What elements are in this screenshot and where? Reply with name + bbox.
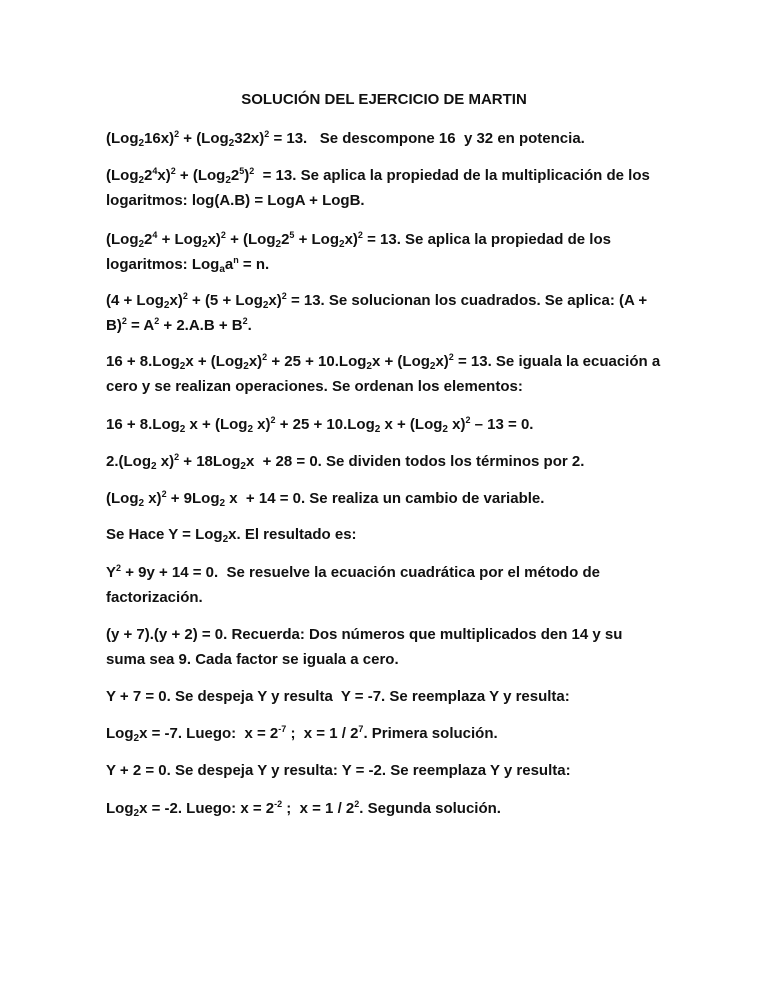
text-segment: + (Log [225, 231, 276, 248]
superscript: 2 [270, 415, 276, 425]
text-segment: . [247, 317, 252, 334]
text-segment: logaritmos: log(A.B) = LogA + LogB. [106, 192, 365, 209]
text-segment: 2 [281, 231, 290, 248]
superscript: 2 [182, 291, 188, 301]
text-segment: = 13. Se iguala la ecuación a [453, 353, 661, 370]
text-segment: ) [244, 167, 250, 184]
paragraph [106, 349, 666, 399]
subscript: 2 [228, 138, 235, 149]
subscript: a [219, 264, 225, 275]
text-segment: x) [435, 353, 449, 370]
text-segment: + (Log [175, 167, 226, 184]
text-segment: + (5 + Log [187, 292, 263, 309]
text-line [106, 721, 666, 746]
text-segment: + 9y + 14 = 0. Se resuelve la ecuación cuadrática por el método de [121, 564, 601, 581]
text-segment: x) [268, 292, 282, 309]
subscript: 2 [243, 361, 249, 372]
text-line [106, 622, 666, 647]
text-segment: x + (Log [185, 353, 244, 370]
subscript: 2 [262, 300, 269, 311]
text-segment: x + 28 = 0. Se dividen todos los términos por 2. [245, 453, 585, 470]
text-segment: Log [106, 800, 134, 817]
text-segment: x) [248, 353, 263, 370]
text-segment: (4 + Log [106, 292, 164, 309]
subscript: 2 [429, 361, 436, 372]
paragraph [106, 622, 666, 672]
text-segment: a [224, 256, 234, 273]
text-segment: x + (Log [185, 416, 248, 433]
text-segment: = A [126, 317, 155, 334]
text-segment: B) [106, 317, 122, 334]
paragraph [106, 449, 666, 474]
subscript: 2 [202, 239, 208, 250]
text-segment: ; x = 1 / 2 [282, 800, 355, 817]
text-segment: x + (Log [371, 353, 430, 370]
paragraph [106, 227, 666, 277]
superscript: 2 [220, 230, 226, 240]
text-segment: Y + 2 = 0. Se despeja Y y resulta: Y = -2. Se reemplaza Y y resulta: [106, 762, 571, 779]
subscript: 2 [151, 461, 157, 472]
text-segment: . Primera solución. [363, 725, 498, 742]
paragraph [106, 758, 666, 783]
text-line [106, 288, 666, 313]
superscript: 2 [465, 415, 471, 425]
paragraph [106, 163, 666, 213]
text-line [106, 684, 666, 709]
text-segment: (Log [106, 130, 139, 147]
text-segment: + (Log [179, 130, 229, 147]
text-segment: 16 + 8.Log [106, 353, 180, 370]
text-line [106, 449, 666, 474]
paragraph [106, 126, 666, 151]
superscript: 2 [121, 316, 127, 326]
text-segment: 32x) [234, 130, 265, 147]
text-segment: = 13. Se solucionan los cuadrados. Se aplica: (A + [286, 292, 648, 309]
text-segment: 2 [144, 167, 153, 184]
subscript: 2 [179, 424, 186, 435]
superscript: n [233, 255, 239, 265]
text-segment: Y + 7 = 0. Se despeja Y y resulta Y = -7. Se reemplaza Y y resulta: [106, 688, 570, 705]
text-segment: x = -2. Luego: x = 2 [139, 800, 275, 817]
text-segment: x + 14 = 0. Se realiza un cambio de variable. [225, 490, 545, 507]
paragraph [106, 684, 666, 709]
text-segment: x) [157, 167, 171, 184]
superscript: 2 [448, 352, 454, 362]
superscript: 4 [152, 230, 158, 240]
superscript: 2 [242, 316, 248, 326]
superscript: 2 [249, 166, 255, 176]
superscript: 2 [281, 291, 287, 301]
paragraph [106, 412, 666, 437]
text-segment: Log [106, 725, 134, 742]
subscript: 2 [138, 175, 145, 186]
superscript: -2 [274, 799, 283, 809]
superscript: -7 [278, 724, 287, 734]
text-segment: suma sea 9. Cada factor se iguala a cero. [106, 651, 399, 668]
text-line [106, 522, 666, 547]
text-line [106, 126, 666, 151]
text-line [106, 412, 666, 437]
subscript: 2 [374, 424, 381, 435]
paragraph [106, 288, 666, 338]
text-segment: x) [156, 453, 175, 470]
text-segment: + Log [157, 231, 202, 248]
superscript: 5 [239, 166, 245, 176]
superscript: 5 [289, 230, 295, 240]
text-line [106, 560, 666, 585]
subscript: 2 [138, 498, 145, 509]
text-line [106, 758, 666, 783]
subscript: 2 [133, 808, 140, 819]
superscript: 2 [170, 166, 176, 176]
text-segment: 16x) [144, 130, 175, 147]
superscript: 2 [264, 129, 270, 139]
superscript: 2 [354, 799, 360, 809]
text-segment: x) [207, 231, 221, 248]
text-line [106, 313, 666, 338]
subscript: 2 [442, 424, 448, 435]
text-segment: + 25 + 10.Log [267, 353, 367, 370]
text-segment: x. El resultado es: [228, 526, 357, 543]
superscript: 2 [174, 452, 180, 462]
text-segment: + Log [294, 231, 340, 248]
text-segment: + 9Log [166, 490, 220, 507]
document-title: SOLUCIÓN DEL EJERCICIO DE MARTIN [241, 91, 527, 108]
text-segment: Se Hace Y = Log [106, 526, 223, 543]
text-segment: – 13 = 0. [470, 416, 534, 433]
text-segment: ; x = 1 / 2 [286, 725, 359, 742]
text-segment: x) [169, 292, 183, 309]
text-segment: 2 [144, 231, 153, 248]
superscript: 2 [161, 489, 167, 499]
paragraph [106, 721, 666, 746]
text-segment: x + (Log [380, 416, 443, 433]
text-segment: (y + 7).(y + 2) = 0. Recuerda: Dos números que multiplicados den 14 y su [106, 626, 623, 643]
superscript: 2 [116, 563, 122, 573]
text-line [106, 486, 666, 511]
text-line [106, 349, 666, 374]
subscript: 2 [219, 498, 226, 509]
text-segment: = 13. Se descompone 16 y 32 en potencia. [269, 130, 585, 147]
text-line [106, 585, 666, 610]
paragraph [106, 522, 666, 547]
text-segment: = n. [238, 256, 270, 273]
text-segment: 16 + 8.Log [106, 416, 180, 433]
text-segment: 2 [230, 167, 240, 184]
text-segment: logaritmos: Log [106, 256, 220, 273]
subscript: 2 [247, 424, 253, 435]
text-line [106, 796, 666, 821]
subscript: 2 [240, 461, 246, 472]
text-segment: = 13. Se aplica la propiedad de los [362, 231, 611, 248]
text-line [106, 252, 666, 277]
paragraph [106, 560, 666, 610]
superscript: 7 [358, 724, 364, 734]
text-segment: 2.(Log [106, 453, 151, 470]
text-segment: (Log [106, 490, 139, 507]
text-segment: x) [253, 416, 271, 433]
subscript: 2 [275, 239, 282, 250]
text-line [106, 647, 666, 672]
subscript: 2 [133, 733, 140, 744]
text-segment: x) [447, 416, 466, 433]
text-segment: (Log [106, 231, 139, 248]
subscript: 2 [225, 175, 231, 186]
text-line [106, 374, 666, 399]
subscript: 2 [138, 239, 145, 250]
text-line [106, 227, 666, 252]
superscript: 2 [174, 129, 180, 139]
text-segment: + 18Log [179, 453, 241, 470]
text-segment: factorización. [106, 589, 203, 606]
text-segment: (Log [106, 167, 139, 184]
text-segment: + 2.A.B + B [159, 317, 243, 334]
subscript: 2 [366, 361, 372, 372]
text-segment: Y [106, 564, 117, 581]
text-segment: x = -7. Luego: x = 2 [139, 725, 279, 742]
subscript: 2 [163, 300, 170, 311]
subscript: 2 [339, 239, 345, 250]
superscript: 4 [152, 166, 158, 176]
text-segment: x) [344, 231, 358, 248]
text-segment: . Segunda solución. [359, 800, 501, 817]
superscript: 2 [262, 352, 268, 362]
subscript: 2 [138, 138, 145, 149]
paragraph [106, 796, 666, 821]
subscript: 2 [222, 534, 229, 545]
text-line [106, 188, 666, 213]
text-segment: + 25 + 10.Log [275, 416, 375, 433]
text-line [106, 163, 666, 188]
text-segment: = 13. Se aplica la propiedad de la multiplicación de los [254, 167, 650, 184]
superscript: 2 [154, 316, 160, 326]
paragraph [106, 486, 666, 511]
text-segment: cero y se realizan operaciones. Se ordenan los elementos: [106, 378, 523, 395]
superscript: 2 [357, 230, 363, 240]
text-segment: x) [144, 490, 162, 507]
subscript: 2 [179, 361, 186, 372]
